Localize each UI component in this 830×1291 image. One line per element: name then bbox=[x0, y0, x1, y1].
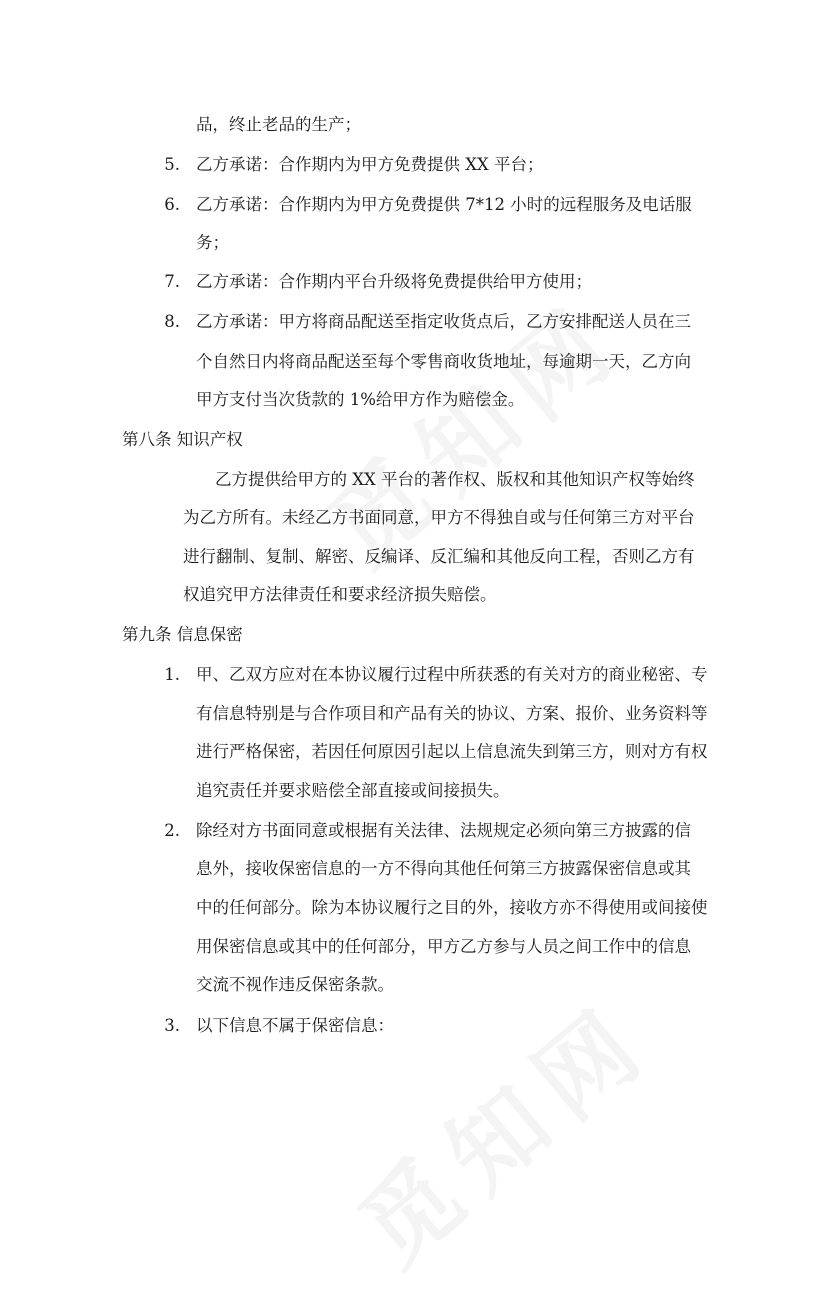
article-8-heading: 第八条 知识产权 bbox=[122, 430, 243, 449]
article-8-line-1: 乙方提供给甲方的 XX 平台的著作权、版权和其他知识产权等始终 bbox=[215, 470, 695, 489]
article-9-item-1-line-3: 进行严格保密，若因任何原因引起以上信息流失到第三方，则对方有权 bbox=[196, 742, 708, 761]
article-9-item-1-line-4: 追究责任并要求赔偿全部直接或间接损失。 bbox=[196, 781, 510, 800]
list-number-8: 8. bbox=[164, 312, 180, 331]
list-item-5-line-1: 乙方承诺：合作期内为甲方免费提供 XX 平台； bbox=[196, 155, 544, 174]
list-number-6: 6. bbox=[164, 195, 180, 214]
list-item-6-line-2: 务； bbox=[196, 233, 229, 252]
article-9-item-2-line-5: 交流不视作违反保密条款。 bbox=[196, 975, 394, 994]
article-9-item-2-line-4: 用保密信息或其中的任何部分，甲方乙方参与人员之间工作中的信息 bbox=[196, 937, 691, 956]
list-item-7-line-1: 乙方承诺：合作期内平台升级将免费提供给甲方使用； bbox=[196, 272, 592, 291]
article-9-number-1: 1. bbox=[164, 665, 180, 684]
article-8-line-2: 为乙方所有。未经乙方书面同意，甲方不得独自或与任何第三方对平台 bbox=[183, 508, 695, 527]
list-item-8-line-3: 甲方支付当次货款的 1%给甲方作为赔偿金。 bbox=[196, 390, 525, 409]
list-item-8-line-1: 乙方承诺：甲方将商品配送至指定收货点后，乙方安排配送人员在三 bbox=[196, 312, 691, 331]
list-item-8-line-2: 个自然日内将商品配送至每个零售商收货地址，每逾期一天，乙方向 bbox=[196, 352, 691, 371]
article-9-item-2-line-3: 中的任何部分。除为本协议履行之目的外，接收方亦不得使用或间接使 bbox=[196, 898, 708, 917]
list-item-6-line-1: 乙方承诺：合作期内为甲方免费提供 7*12 小时的远程服务及电话服 bbox=[196, 195, 692, 214]
article-8-line-4: 权追究甲方法律责任和要求经济损失赔偿。 bbox=[183, 585, 497, 604]
article-9-item-3-line-1: 以下信息不属于保密信息： bbox=[196, 1016, 394, 1035]
article-9-item-1-line-2: 有信息特别是与合作项目和产品有关的协议、方案、报价、业务资料等 bbox=[196, 704, 708, 723]
article-9-heading: 第九条 信息保密 bbox=[122, 625, 243, 644]
article-9-item-2-line-1: 除经对方书面同意或根据有关法律、法规规定必须向第三方披露的信 bbox=[196, 821, 691, 840]
list-number-7: 7. bbox=[164, 272, 180, 291]
article-9-item-2-line-2: 息外，接收保密信息的一方不得向其他任何第三方披露保密信息或其 bbox=[196, 859, 691, 878]
article-8-line-3: 进行翻制、复制、解密、反编译、反汇编和其他反向工程，否则乙方有 bbox=[183, 547, 695, 566]
list-number-5: 5. bbox=[164, 155, 180, 174]
list-continuation-line: 品，终止老品的生产； bbox=[196, 115, 361, 134]
article-9-number-2: 2. bbox=[164, 821, 180, 840]
article-9-item-1-line-1: 甲、乙双方应对在本协议履行过程中所获悉的有关对方的商业秘密、专 bbox=[196, 665, 708, 684]
watermark-lower bbox=[326, 966, 676, 1291]
article-9-number-3: 3. bbox=[164, 1016, 180, 1035]
